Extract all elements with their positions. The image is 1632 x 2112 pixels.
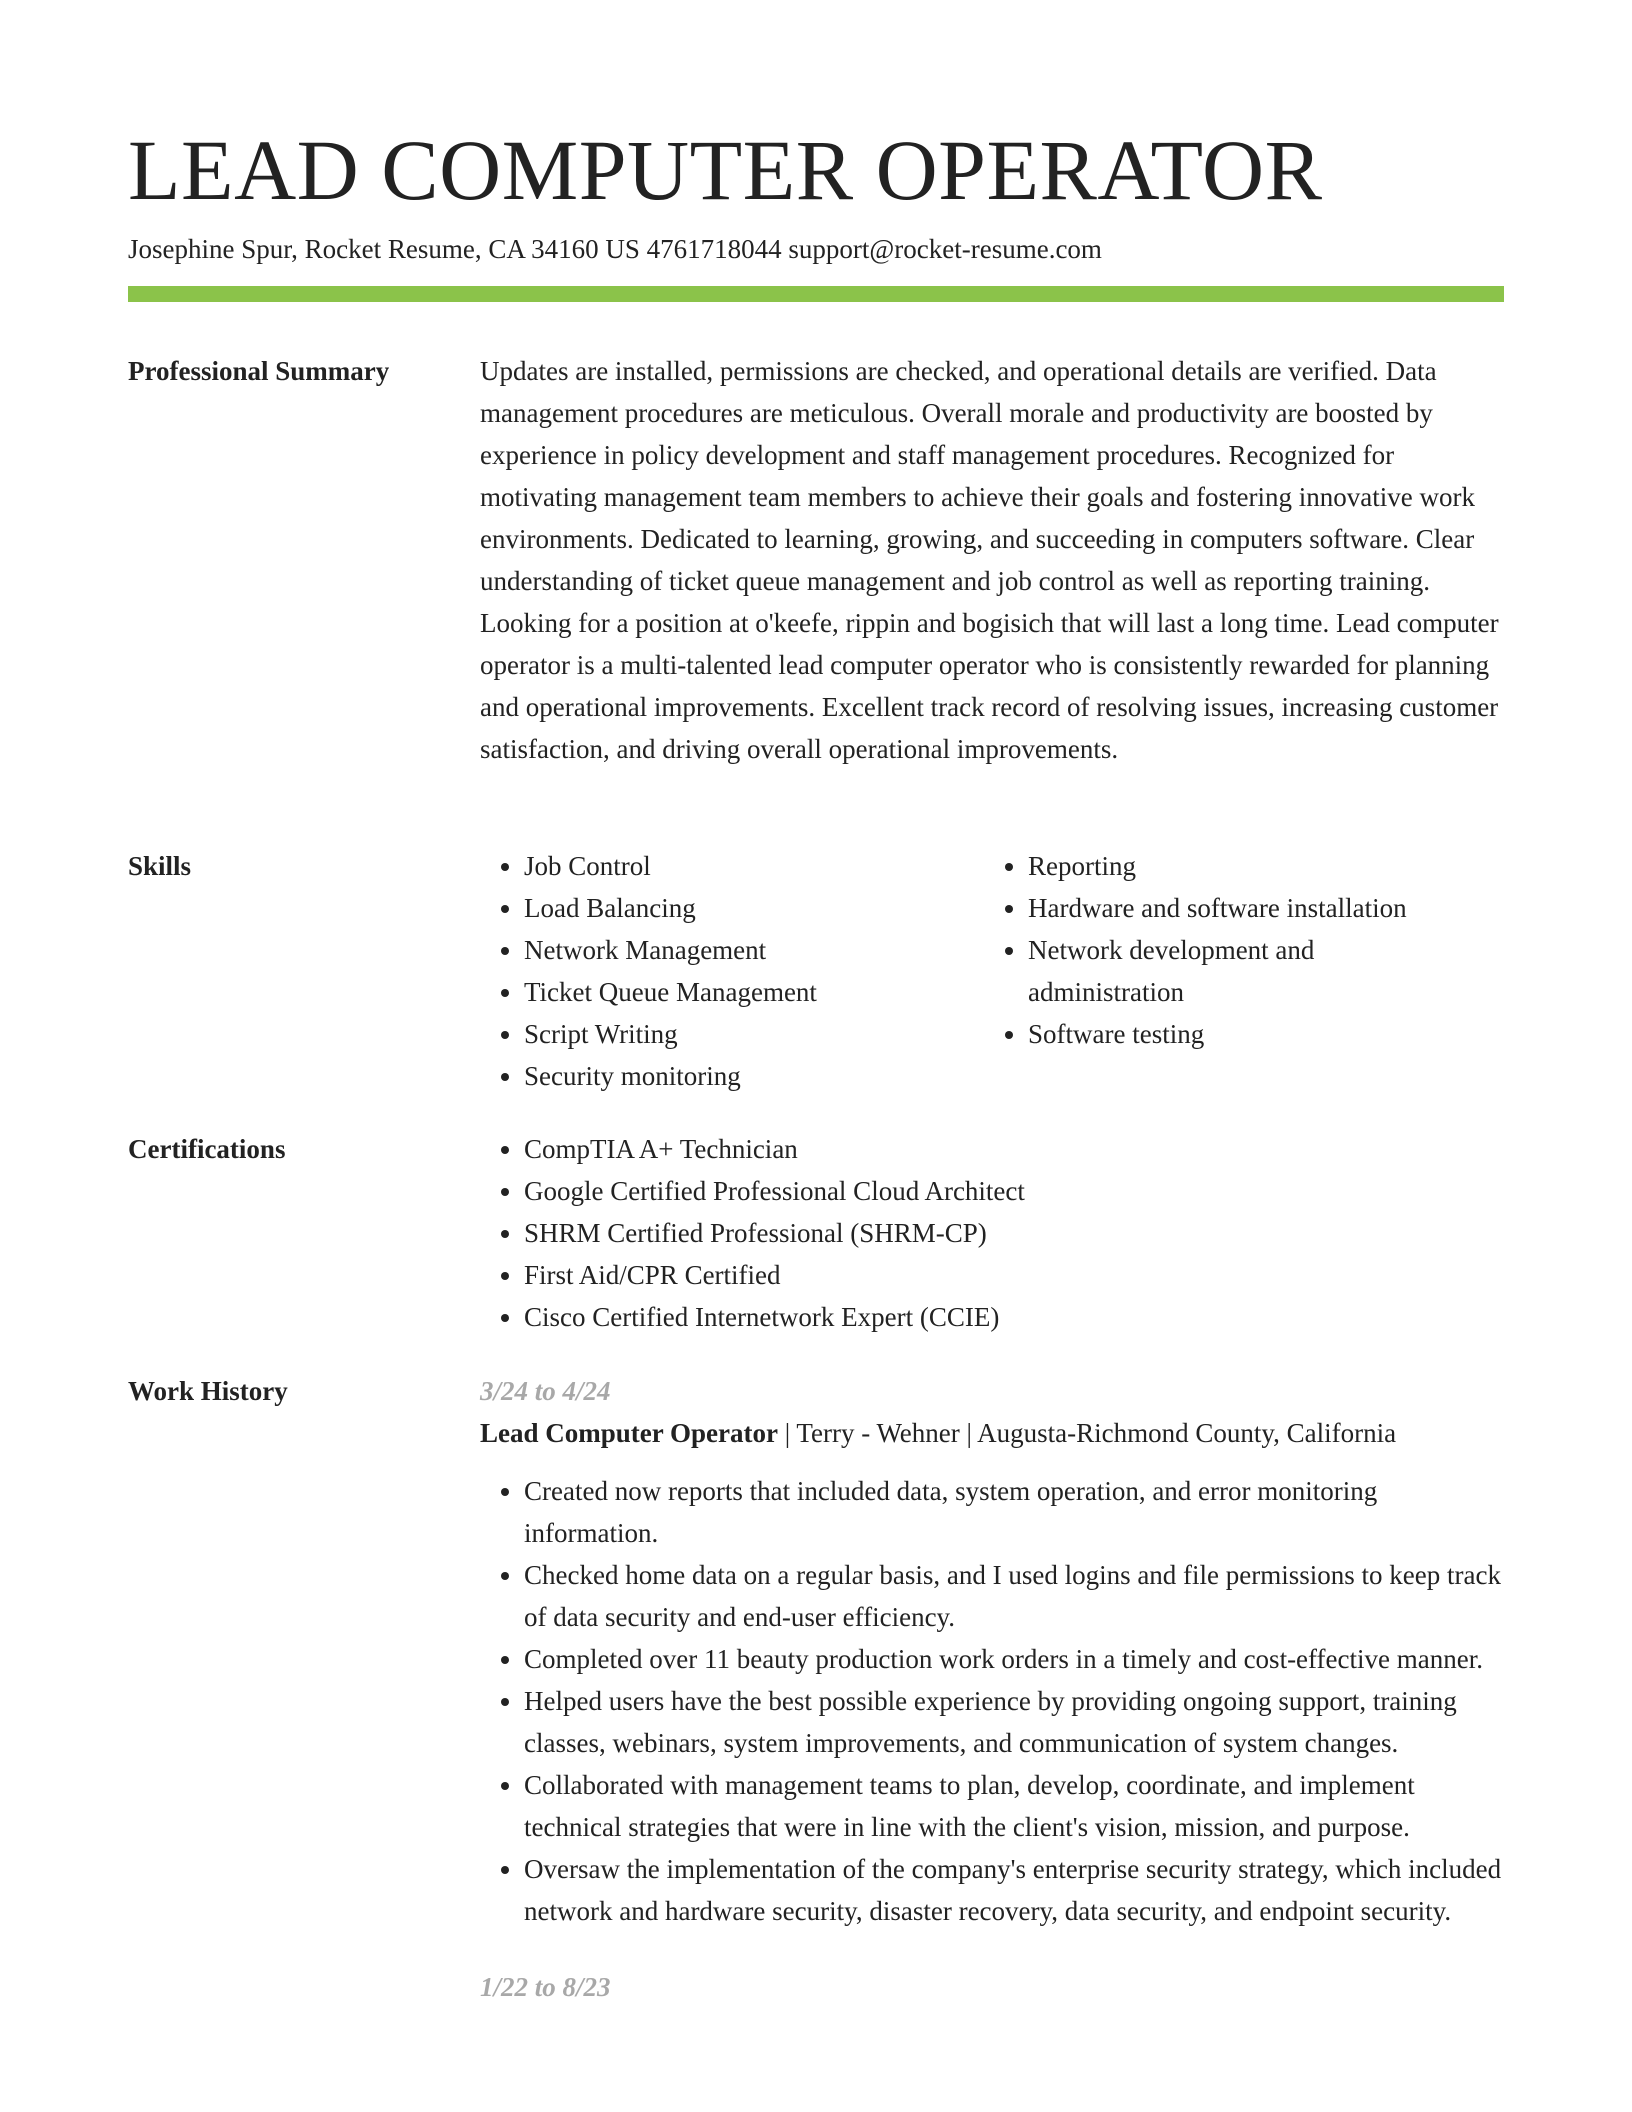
certification-item: • First Aid/CPR Certified bbox=[524, 1254, 1504, 1296]
job-bullet: • Helped users have the best possible experience by providing ongoing support, training classes, webinars, system improvements, and communication of system changes. bbox=[524, 1680, 1504, 1764]
skill-item: • Job Control bbox=[524, 845, 984, 887]
job-bullet: • Checked home data on a regular basis, and I used logins and file permissions to keep track of data security and end-user efficiency. bbox=[524, 1554, 1504, 1638]
skills-list-2 bbox=[984, 845, 1488, 1055]
skills-column-1 bbox=[480, 845, 984, 1097]
skill-item: • Script Writing bbox=[524, 1013, 984, 1055]
certification-item: • Cisco Certified Internetwork Expert (CCIE) bbox=[524, 1296, 1504, 1338]
job-details: | Terry - Wehner | Augusta-Richmond County, California bbox=[777, 1418, 1397, 1448]
skill-item: • Reporting bbox=[1028, 845, 1488, 887]
job-date: 1/22 to 8/23 bbox=[480, 1972, 611, 2002]
skill-item: • Network Management bbox=[524, 929, 984, 971]
skill-item: • Network development and administration bbox=[1028, 929, 1488, 1013]
summary-content bbox=[480, 350, 1504, 770]
job-bullet: • Oversaw the implementation of the company's enterprise security strategy, which included network and hardware security, disaster recovery, data security, and endpoint security. bbox=[524, 1848, 1504, 1932]
skill-item: • Ticket Queue Management bbox=[524, 971, 984, 1013]
certifications-content bbox=[480, 1128, 1504, 1338]
summary-text: Updates are installed, permissions are checked, and operational details are verified. Data management procedures are meticulous. Overall morale and productivity are boosted by experience in policy development and staff management procedures. Recognized for motivating management team members to achieve their goals and fostering innovative work environments. Dedicated to learning, growing, and succeeding in computers software. Clear understanding of ticket queue management and job control as well as reporting training. Looking for a position at o'keefe, rippin and bogisich that will last a long time. Lead computer operator is a multi-talented lead computer operator who is consistently rewarded for planning and operational improvements. Excellent track record of resolving issues, increasing customer satisfaction, and driving overall operational improvements. bbox=[480, 356, 1499, 764]
job-entry bbox=[480, 1370, 1504, 1932]
job-bullet: • Collaborated with management teams to plan, develop, coordinate, and implement technical strategies that were in line with the client's vision, mission, and purpose. bbox=[524, 1764, 1504, 1848]
resume-title: LEAD COMPUTER OPERATOR bbox=[128, 122, 1323, 218]
summary-label: Professional Summary bbox=[128, 356, 390, 386]
job-date: 3/24 to 4/24 bbox=[480, 1376, 611, 1406]
accent-divider bbox=[128, 286, 1504, 302]
skills-label: Skills bbox=[128, 851, 192, 881]
skill-item: • Software testing bbox=[1028, 1013, 1488, 1055]
job-bullet: • Completed over 11 beauty production work orders in a timely and cost-effective manner. bbox=[524, 1638, 1504, 1680]
skills-column-2 bbox=[984, 845, 1488, 1097]
work-history-label: Work History bbox=[128, 1376, 288, 1406]
work-history-content bbox=[480, 1370, 1504, 2008]
certification-item: • CompTIA A+ Technician bbox=[524, 1128, 1504, 1170]
job-entry bbox=[480, 1966, 1504, 2008]
skill-item: • Security monitoring bbox=[524, 1055, 984, 1097]
skills-content bbox=[480, 845, 1504, 1097]
skill-item: • Hardware and software installation bbox=[1028, 887, 1488, 929]
job-bullets bbox=[480, 1470, 1504, 1932]
certifications-label: Certifications bbox=[128, 1134, 286, 1164]
certifications-list bbox=[480, 1128, 1504, 1338]
job-bullet: • Created now reports that included data, system operation, and error monitoring information. bbox=[524, 1470, 1504, 1554]
contact-line: Josephine Spur, Rocket Resume, CA 34160 US 4761718044 support@rocket-resume.com bbox=[128, 234, 1102, 264]
certification-item: • SHRM Certified Professional (SHRM-CP) bbox=[524, 1212, 1504, 1254]
job-title: Lead Computer Operator bbox=[480, 1418, 778, 1448]
skills-list-1 bbox=[480, 845, 984, 1097]
job-heading bbox=[480, 1412, 1504, 1454]
skill-item: • Load Balancing bbox=[524, 887, 984, 929]
certification-item: • Google Certified Professional Cloud Architect bbox=[524, 1170, 1504, 1212]
